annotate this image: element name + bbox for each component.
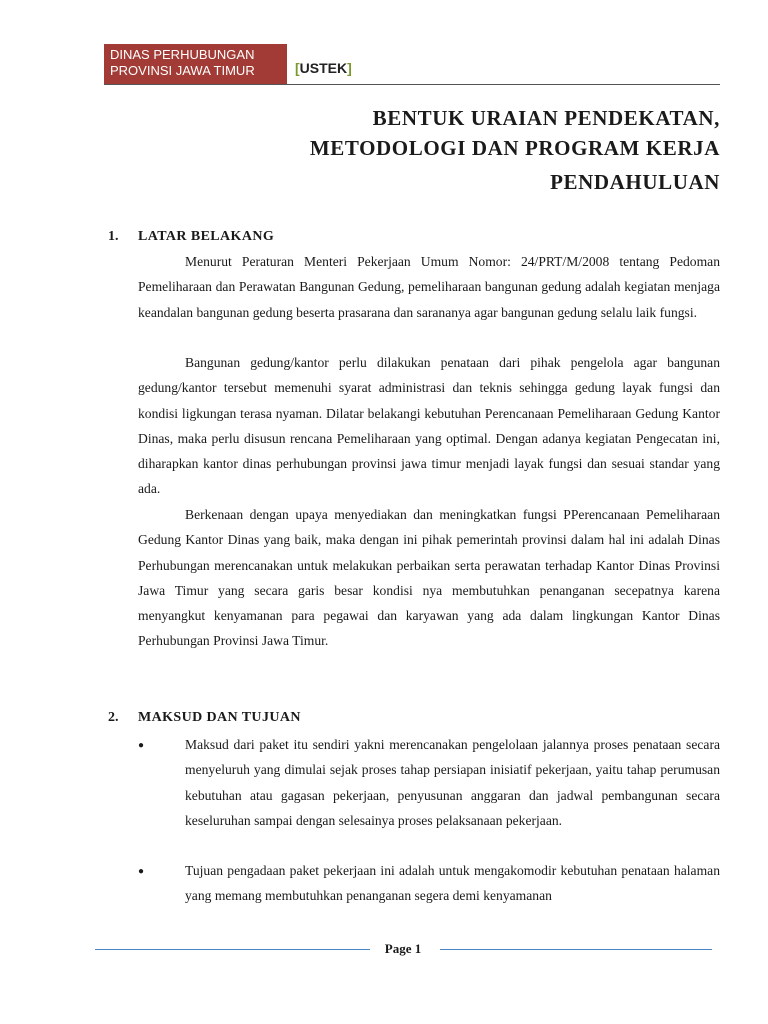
title-line1: BENTUK URAIAN PENDEKATAN,: [372, 106, 720, 130]
title-line2: METODOLOGI DAN PROGRAM KERJA: [309, 136, 720, 160]
section2-bullet-2: Tujuan pengadaan paket pekerjaan ini adalah untuk mengakomodir kebutuhan penataan halaman yang memang membutuhkan penanganan segera demi kenyamanan: [185, 863, 720, 904]
section2-heading: MAKSUD DAN TUJUAN: [138, 710, 301, 725]
header-org-line1: DINAS PERHUBUNGAN: [110, 47, 255, 62]
section1-paragraph-2: Bangunan gedung/kantor perlu dilakukan penataan dari pihak pengelola agar bangunan gedung/kantor tersebut memenuhi syarat administrasi dan teknis sehingga gedung layak fungsi dan kondisi ligkungan terasa nyaman. Dilatar belakangi kebutuhan Perencanaan Pemeliharaan Gedung Kantor Dinas, maka perlu disusun rencana Pemeliharaan yang optimal. Dengan adanya kegiatan Pengecatan ini, diharapkan kantor dinas perhubungan provinsi jawa timur menjadi layak fungsi dan sesuai standar yang ada.: [138, 355, 720, 497]
section2-number: 2.: [108, 710, 119, 725]
footer-page-number: Page 1: [384, 941, 422, 956]
section1-paragraph-3: Berkenaan dengan upaya menyediakan dan meningkatkan fungsi PPerencanaan Pemeliharaan Gedung Kantor Dinas yang baik, maka dengan ini pihak pemerintah provinsi dalam hal ini adalah Dinas Perhubungan merencanakan untuk melakukan perbaikan serta perawatan terhadap Kantor Dinas Provinsi Jawa Timur yang secara garis besar kondisi nya membutuhkan penanganan secepatnya karena menyangkut kenyamanan para pegawai dan karyawan yang ada dalam lingkungan Kantor Dinas Perhubungan Provinsi Jawa Timur.: [138, 507, 720, 649]
section2-bullet-1-marker: ●: [138, 740, 145, 751]
section1-heading: LATAR BELAKANG: [138, 229, 275, 244]
header-rule: [104, 84, 720, 85]
section2-bullet-2-marker: ●: [138, 866, 145, 877]
section1-number: 1.: [108, 229, 119, 244]
header-org-box: [104, 44, 287, 84]
footer-rule-left: [95, 949, 370, 950]
footer-rule-right: [440, 949, 712, 950]
header-tag: [USTEK]: [295, 60, 352, 76]
header-tag-text: USTEK: [299, 60, 348, 76]
section2-bullet-1: Maksud dari paket itu sendiri yakni merencanakan pengelolaan jalannya proses penataan secara menyeluruh yang dimulai sejak proses tahap persiapan inisiatif pekerjaan, yaitu tahap perumusan kebutuhan atau gagasan pekerjaan, penyusunan anggaran dan jadwal pembangunan secara keseluruhan sampai dengan selesainya proses pelaksanaan pekerjaan.: [185, 737, 720, 828]
title-line3: PENDAHULUAN: [550, 170, 720, 194]
header-org-line2: PROVINSI JAWA TIMUR: [110, 63, 255, 78]
section1-paragraph-1: Menurut Peraturan Menteri Pekerjaan Umum Nomor: 24/PRT/M/2008 tentang Pedoman Pemeliharaan dan Perawatan Bangunan Gedung, pemeliharaan bangunan gedung adalah kegiatan menjaga keandalan bangunan gedung beserta prasarana dan sarananya agar bangunan gedung selalu laik fungsi.: [138, 254, 720, 320]
